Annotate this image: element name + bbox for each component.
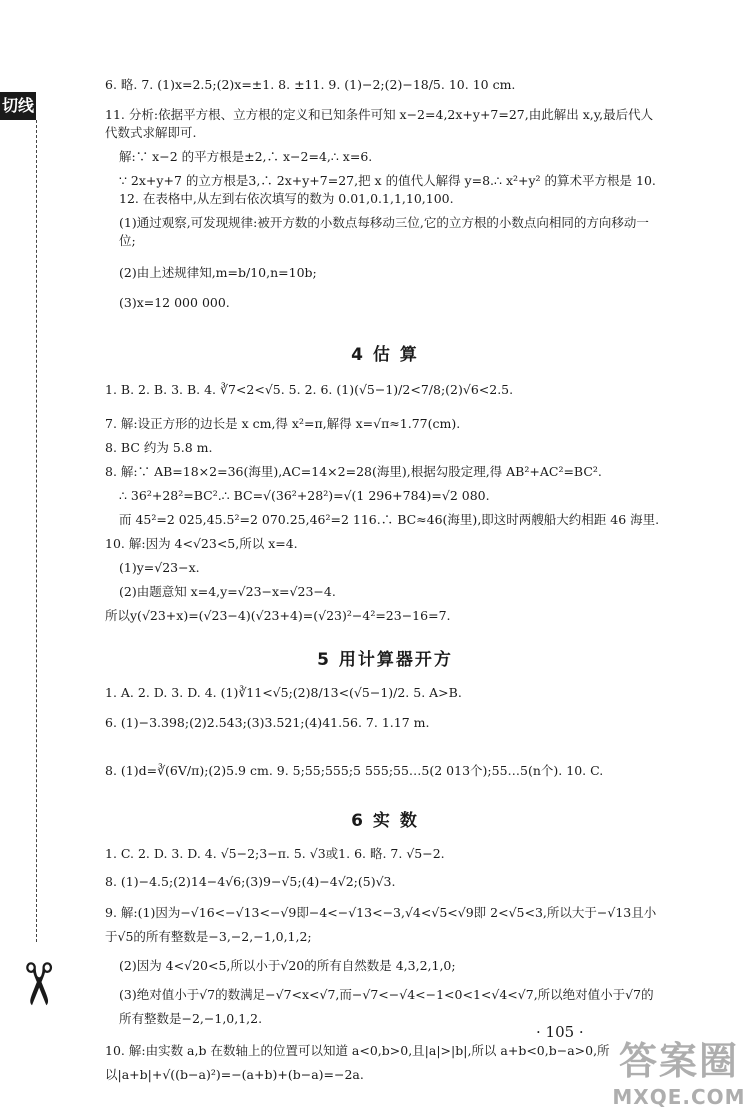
answer-line: (1)通过观察,可发现规律:被开方数的小数点每移动三位,它的立方根的小数点向相同的方向移动一位; xyxy=(119,215,649,248)
answer-line: (3)绝对值小于√7的数满足−√7<x<√7,而−√7<−√4<−1<0<1<√4<√7,所以绝对值小于√7的所有整数是−2,−1,0,1,2. xyxy=(119,987,654,1026)
cut-dashed-line xyxy=(36,120,37,942)
watermark-logo xyxy=(608,1038,750,1115)
answer-line: (2)因为 4<√20<5,所以小于√20的所有自然数是 4,3,2,1,0; xyxy=(119,958,456,973)
answer-line: ∵ 2x+y+7 的立方根是3,∴ 2x+y+7=27,把 x 的值代人解得 y=8.∴ x²+y² 的算术平方根是 10. xyxy=(119,173,656,188)
answer-line: 所以y(√23+x)=(√23−4)(√23+4)=(√23)²−4²=23−16=7. xyxy=(105,608,451,623)
answer-line: 8. 解:∵ AB=18×2=36(海里),AC=14×2=28(海里),根据勾股定理,得 AB²+AC²=BC². xyxy=(105,464,602,479)
page-number: · 105 · xyxy=(536,1023,584,1041)
answer-line: 1. A. 2. D. 3. D. 4. (1)∛11<√5;(2)8/13<(√5−1)/2. 5. A>B. xyxy=(105,685,462,700)
answer-line: (2)由题意知 x=4,y=√23−x=√23−4. xyxy=(119,584,336,599)
section-title-6: 6 实 数 xyxy=(351,811,419,831)
answer-line: 8. (1)d=∛(6V/π);(2)5.9 cm. 9. 5;55;555;5 555;55…5(2 013个);55…5(n个). 10. C. xyxy=(105,763,604,778)
answer-line: (2)由上述规律知,m=b/10,n=10b; xyxy=(119,265,317,280)
answer-line: 8. BC 约为 5.8 m. xyxy=(105,440,213,455)
answer-line: 7. 解:设正方形的边长是 x cm,得 x²=π,解得 x=√π≈1.77(cm). xyxy=(105,416,461,431)
answer-line: 1. B. 2. B. 3. B. 4. ∛7<2<√5. 5. 2. 6. (1)(√5−1)/2<7/8;(2)√6<2.5. xyxy=(105,382,514,397)
cut-line-tab: 切线 xyxy=(0,92,36,120)
answer-line: 10. 解:由实数 a,b 在数轴上的位置可以知道 a<0,b>0,且|a|>|b|,所以 a+b<0,b−a>0,所以|a+b|+√((b−a)²)=−(a+b)+(b−a)=−2a. xyxy=(105,1043,610,1082)
answer-line: (1)y=√23−x. xyxy=(119,560,200,575)
answer-line: 12. 在表格中,从左到右依次填写的数为 0.01,0.1,1,10,100. xyxy=(119,191,454,206)
section-title-5: 5 用计算器开方 xyxy=(317,650,453,670)
answer-line: 解:∵ x−2 的平方根是±2,∴ x−2=4,∴ x=6. xyxy=(119,149,373,164)
watermark-text: 答案圈 xyxy=(618,1039,739,1083)
answer-content xyxy=(105,76,665,1087)
answer-line: 11. 分析:依据平方根、立方根的定义和已知条件可知 x−2=4,2x+y+7=27,由此解出 x,y,最后代人代数式求解即可. xyxy=(105,107,654,140)
watermark-url: MXQE.COM xyxy=(612,1085,746,1109)
answer-line: 6. 略. 7. (1)x=2.5;(2)x=±1. 8. ±11. 9. (1)−2;(2)−18/5. 10. 10 cm. xyxy=(105,77,516,92)
answer-line: 而 45²=2 025,45.5²=2 070.25,46²=2 116.∴ BC≈46(海里),即这时两艘船大约相距 46 海里. xyxy=(119,512,660,527)
answer-line: 8. (1)−4.5;(2)14−4√6;(3)9−√5;(4)−4√2;(5)√3. xyxy=(105,874,396,889)
answer-line: 6. (1)−3.398;(2)2.543;(3)3.521;(4)41.56. 7. 1.17 m. xyxy=(105,715,430,730)
answer-line: (3)x=12 000 000. xyxy=(119,295,230,310)
scissors-icon: ✂ xyxy=(4,959,72,1009)
answer-line: 10. 解:因为 4<√23<5,所以 x=4. xyxy=(105,536,298,551)
section-title-4: 4 估 算 xyxy=(351,345,419,365)
answer-line: ∴ 36²+28²=BC².∴ BC=√(36²+28²)=√(1 296+784)=√2 080. xyxy=(119,488,490,503)
answer-line: 1. C. 2. D. 3. D. 4. √5−2;3−π. 5. √3或1. 6. 略. 7. √5−2. xyxy=(105,846,445,861)
answer-line: 9. 解:(1)因为−√16<−√13<−√9即−4<−√13<−3,√4<√5<√9即 2<√5<3,所以大于−√13且小于√5的所有整数是−3,−2,−1,0,1,2; xyxy=(105,905,657,944)
